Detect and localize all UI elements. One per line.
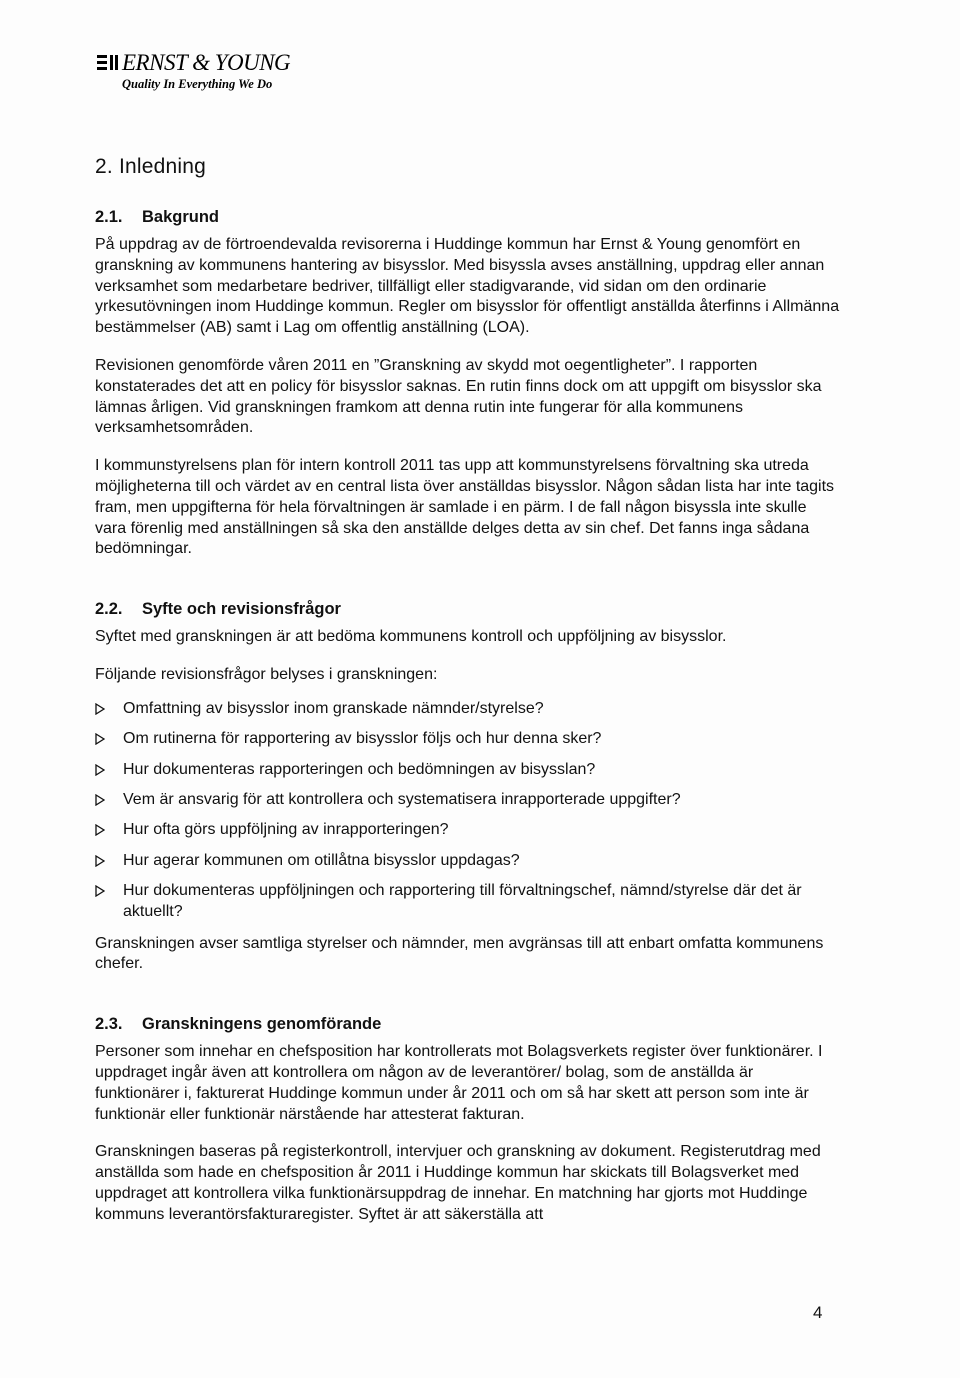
logo-row [97,50,290,76]
section-heading-genomforande [95,1015,840,1034]
triangle-bullet-icon [95,764,105,776]
list-item [95,851,840,872]
paragraph: Revisionen genomförde våren 2011 en ”Granskning av skydd mot oegentligheter”. I rapporten konstaterades det att en policy för bisysslor saknas. En rutin finns dock om att uppgift om bisysslor ska lämnas årligen. Vid granskningen framkom att denna rutin inte fungerar för alla kommunens verksamhetsområden. [95,356,822,437]
ey-logo-mark-icon [97,54,119,72]
list-item-text: Hur agerar kommunen om otillåtna bisysslor uppdagas? [123,851,520,869]
section-heading-syfte [95,600,840,619]
document-body [95,155,840,1243]
section-heading-bakgrund [95,208,840,227]
logo-name: ERNST & YOUNG [122,50,291,75]
ey-logo [97,50,290,92]
list-item-text: Hur dokumenteras rapporteringen och bedömningen av bisysslan? [123,760,596,778]
list-item-text: Om rutinerna för rapportering av bisysslor följs och hur denna sker? [123,730,602,748]
chapter-title: 2. Inledning [95,155,206,178]
triangle-bullet-icon [95,855,105,867]
triangle-bullet-icon [95,824,105,836]
paragraph: På uppdrag av de förtroendevalda revisorerna i Huddinge kommun har Ernst & Young genomfört en granskning av kommunens hantering av bisysslor. Med bisyssla avses anställning, uppdrag eller annan verksamhet som medarbetare bedriver, tillfälligt eller stadigvarande, vid sidan om den ordinarie yrkesutövningen inom Huddinge kommun. Regler om bisysslor för offentligt anställda återfinns i Allmänna bestämmelser (AB) samt i Lag om offentlig anställning (LOA). [95,236,840,337]
paragraph: Syftet med granskningen är att bedöma kommunens kontroll och uppföljning av bisysslor. [95,628,727,646]
list-item [95,790,840,811]
triangle-bullet-icon [95,733,105,745]
triangle-bullet-icon [95,794,105,806]
paragraph: I kommunstyrelsens plan för intern kontroll 2011 tas upp att kommunstyrelsens förvaltning ska utreda möjligheterna till och värdet av en central lista över anställdas bisysslor. Någon sådan lista har inte tagits fram, men uppgifterna för hela förvaltningen är samlade i en pärm. I de fall någon bisyssla inte skulle vara förenlig med anställningen så ska den anställde delges detta av sin chef. Det fanns inga sådana bedömningar. [95,457,835,558]
section-title: Granskningens genomförande [142,1015,382,1034]
revision-questions-list [95,699,840,923]
list-item [95,699,840,720]
section-number: 2.3. [95,1015,123,1034]
paragraph: Granskningen baseras på registerkontroll, intervjuer och granskning av dokument. Registerutdrag med anställda som hade en chefsposition år 2011 i Huddinge kommun har skickats till Bolagsverket med uppdraget att kontrollera vilka funktionärsuppdrag de innehar. En matchning har gjorts mot Huddinge kommuns leverantörsfakturaregister. Syftet är att säkerställa att [95,1143,821,1223]
paragraph: Personer som innehar en chefsposition har kontrollerats mot Bolagsverkets register över funktionärer. I uppdraget ingår även att kontrollera om någon av de leverantörer/ bolag, som de anställda är funktionärer i, fakturerat Huddinge kommun under år 2011 och om så har skett att person som inte är funktionär eller funktionär närstående har attesterat fakturan. [95,1043,823,1123]
list-item-text: Hur dokumenteras uppföljningen och rapportering till förvaltningschef, nämnd/styrelse där det är aktuellt? [123,882,802,920]
list-item [95,760,840,781]
triangle-bullet-icon [95,885,105,897]
paragraph: Följande revisionsfrågor belyses i granskningen: [95,665,438,683]
list-item-text: Hur ofta görs uppföljning av inrapporteringen? [123,821,449,839]
page-number: 4 [813,1303,823,1322]
list-item-text: Omfattning av bisysslor inom granskade nämnder/styrelse? [123,699,544,717]
list-item [95,729,840,750]
section-title: Syfte och revisionsfrågor [142,600,341,619]
section-title: Bakgrund [142,208,220,226]
triangle-bullet-icon [95,703,105,715]
list-item [95,881,840,923]
logo-tagline: Quality In Everything We Do [122,77,273,91]
section-number: 2.1. [95,208,123,226]
list-item [95,820,840,841]
section-number: 2.2. [95,600,123,619]
list-item-text: Vem är ansvarig för att kontrollera och systematisera inrapporterade uppgifter? [123,790,681,808]
paragraph: Granskningen avser samtliga styrelser och nämnder, men avgränsas till att enbart omfatta kommunens chefer. [95,934,824,973]
